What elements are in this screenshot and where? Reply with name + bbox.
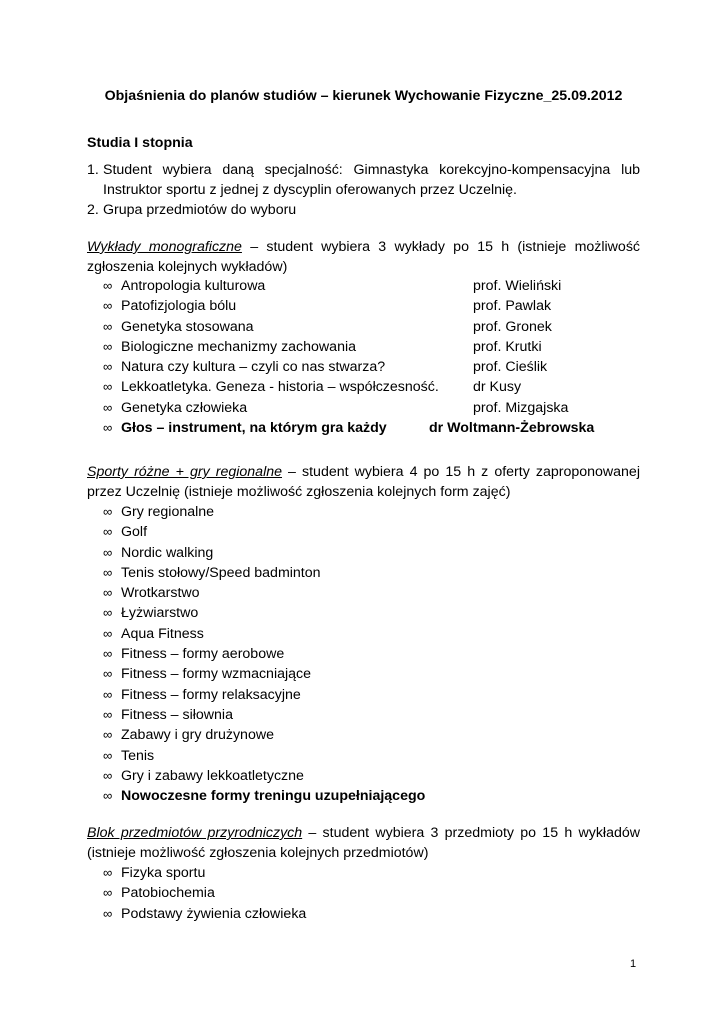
numbered-item-text: Grupa przedmiotów do wyboru — [103, 202, 297, 218]
section-wyklady-list — [103, 276, 640, 438]
list-item: ∞ Patobiochemia — [103, 883, 640, 903]
infinity-bullet-icon: ∞ — [103, 727, 113, 743]
list-item: ∞ Aqua Fitness — [103, 624, 640, 644]
section-wyklady-intro — [87, 237, 640, 277]
list-item: ∞ Łyżwiarstwo — [103, 603, 640, 623]
list-item: ∞ Patofizjologia bólu prof. Pawlak — [103, 296, 640, 316]
section-przyrodnicze-intro — [87, 823, 640, 863]
section-sporty-desc: – student wybiera 4 po 15 h z oferty zaproponowanej przez Uczelnię (istnieje możliwość zgłoszenia kolejnych form zajęć) — [87, 464, 640, 500]
infinity-bullet-icon: ∞ — [103, 625, 113, 641]
list-item: ∞ Głos – instrument, na którym gra każdy dr Woltmann-Żebrowska — [103, 418, 640, 438]
numbered-item-marker: 1. — [87, 162, 99, 178]
section-heading: Studia I stopnia — [87, 135, 193, 151]
list-item: ∞ Gry regionalne — [103, 502, 640, 522]
numbered-item-2 — [87, 200, 640, 220]
list-item: ∞ Zabawy i gry drużynowe — [103, 725, 640, 745]
list-item: ∞ Podstawy żywienia człowieka — [103, 904, 640, 924]
infinity-bullet-icon: ∞ — [103, 767, 113, 783]
list-item: ∞ Golf — [103, 522, 640, 542]
infinity-bullet-icon: ∞ — [103, 399, 113, 415]
list-item: ∞ Genetyka człowieka prof. Mizgajska — [103, 398, 640, 418]
list-item: ∞ Tenis — [103, 746, 640, 766]
list-item: ∞ Gry i zabawy lekkoatletyczne — [103, 766, 640, 786]
infinity-bullet-icon: ∞ — [103, 585, 113, 601]
infinity-bullet-icon: ∞ — [103, 564, 113, 580]
infinity-bullet-icon: ∞ — [103, 865, 113, 880]
infinity-bullet-icon: ∞ — [103, 504, 113, 519]
infinity-bullet-icon: ∞ — [103, 788, 113, 804]
list-item: ∞ Fizyka sportu — [103, 863, 640, 883]
infinity-bullet-icon: ∞ — [103, 666, 113, 682]
infinity-bullet-icon: ∞ — [103, 905, 113, 921]
infinity-bullet-icon: ∞ — [103, 318, 113, 334]
infinity-bullet-icon: ∞ — [103, 379, 113, 395]
list-item: ∞ Lekkoatletyka. Geneza - historia – współczesność. dr Kusy — [103, 377, 640, 397]
list-item: ∞ Fitness – formy aerobowe — [103, 644, 640, 664]
infinity-bullet-icon: ∞ — [103, 544, 113, 560]
infinity-bullet-icon: ∞ — [103, 524, 113, 540]
list-item: ∞ Fitness – formy relaksacyjne — [103, 685, 640, 705]
numbered-item-marker: 2. — [87, 202, 99, 218]
list-item: ∞ Fitness – formy wzmacniające — [103, 664, 640, 684]
list-item: ∞ Genetyka stosowana prof. Gronek — [103, 317, 640, 337]
list-item: ∞ Nowoczesne formy treningu uzupełniającego — [103, 786, 640, 806]
section-przyrodnicze-title: Blok przedmiotów przyrodniczych — [87, 825, 303, 841]
list-item: ∞ Fitness – siłownia — [103, 705, 640, 725]
numbered-item-text: Student wybiera daną specjalność: Gimnastyka korekcyjno-kompensacyjna lub Instruktor sportu z jednej z dyscyplin oferowanych przez Uczelnię. — [103, 162, 640, 198]
infinity-bullet-icon: ∞ — [103, 278, 113, 293]
section-przyrodnicze-desc: – student wybiera 3 przedmioty po 15 h wykładów (istnieje możliwość zgłoszenia kolejnych przedmiotów) — [87, 825, 640, 861]
section-sporty-intro — [87, 462, 640, 502]
section-przyrodnicze-list — [103, 863, 640, 924]
list-item: ∞ Antropologia kulturowa prof. Wieliński — [103, 276, 640, 296]
infinity-bullet-icon: ∞ — [103, 885, 113, 901]
list-item: ∞ Tenis stołowy/Speed badminton — [103, 563, 640, 583]
numbered-item-1 — [87, 160, 640, 200]
list-item: ∞ Wrotkarstwo — [103, 583, 640, 603]
infinity-bullet-icon: ∞ — [103, 359, 113, 375]
page-number: 1 — [630, 958, 637, 970]
list-item: ∞ Biologiczne mechanizmy zachowania prof. Krutki — [103, 337, 640, 357]
infinity-bullet-icon: ∞ — [103, 298, 113, 314]
document-title: Objaśnienia do planów studiów – kierunek Wychowanie Fizyczne_25.09.2012 — [104, 88, 623, 104]
infinity-bullet-icon: ∞ — [103, 686, 113, 702]
infinity-bullet-icon: ∞ — [103, 747, 113, 763]
infinity-bullet-icon: ∞ — [103, 338, 113, 354]
list-item: ∞ Nordic walking — [103, 543, 640, 563]
infinity-bullet-icon: ∞ — [103, 420, 113, 436]
list-item: ∞ Natura czy kultura – czyli co nas stwarza? prof. Cieślik — [103, 357, 640, 377]
infinity-bullet-icon: ∞ — [103, 646, 113, 662]
section-wyklady-title: Wykłady monograficzne — [87, 239, 242, 255]
section-wyklady-desc: – student wybiera 3 wykłady po 15 h (istnieje możliwość zgłoszenia kolejnych wykładów) — [87, 239, 641, 275]
section-sporty-list — [103, 502, 640, 806]
infinity-bullet-icon: ∞ — [103, 605, 113, 621]
infinity-bullet-icon: ∞ — [103, 706, 113, 722]
section-sporty-title: Sporty różne + gry regionalne — [87, 464, 282, 480]
